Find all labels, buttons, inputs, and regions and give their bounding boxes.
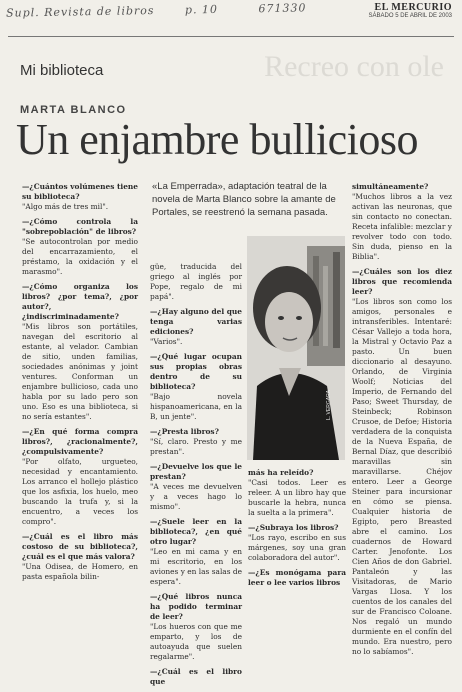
interview-question: —¿Devuelve los que le prestan? [150, 462, 242, 481]
interview-paragraph [150, 592, 242, 662]
interview-question: —¿Cuál es el libro que [150, 667, 242, 686]
section-label: Mi biblioteca [20, 62, 104, 79]
interview-answer: "Casi todos. Leer es releer. A un libro hay que buscarle la hebra, nunca la suelta a la primera". [248, 478, 346, 517]
interview-paragraph [352, 182, 452, 262]
interview-question: —¿Suele leer en la biblioteca?, ¿en qué otro lugar? [150, 517, 242, 546]
interview-question: —¿Qué libros nunca ha podido terminar de leer? [150, 592, 242, 621]
interview-question: —¿Cuál es el libro más costoso de su biblioteca?, ¿cuál es el que más valora? [22, 532, 138, 561]
interview-paragraph [150, 262, 242, 302]
interview-question: —¿Cuántos volúmenes tiene su biblioteca? [22, 182, 138, 201]
interview-answer: "Se autocontrolan por medio del encarrazamiento, el préstamo, la oxidación y el marasmo". [22, 237, 138, 276]
interview-answer: "Una Odisea, de Homero, en pasta española bilin- [22, 562, 138, 581]
interview-column-3 [248, 468, 346, 593]
interview-paragraph [150, 352, 242, 422]
interview-question: —¿Qué lugar ocupan sus propias obras dentro de su biblioteca? [150, 352, 242, 391]
interview-answer: güe, traducida del griego al inglés por Pope, regalo de mi papá". [150, 262, 242, 301]
newspaper-name: EL MERCURIO [374, 2, 452, 13]
interview-paragraph [352, 267, 452, 657]
section-divider [8, 36, 454, 37]
author-photo [247, 236, 345, 460]
interview-column-1 [22, 182, 138, 587]
interview-paragraph [150, 517, 242, 587]
interview-paragraph [150, 307, 242, 347]
interview-question: —¿Presta libros? [150, 427, 219, 436]
handwritten-note: Supl. Revista de libros [5, 4, 155, 20]
interview-answer: "Los hueros con que me emparto, y los de autoayuda que suelen regalarme". [150, 622, 242, 661]
masthead [369, 2, 452, 19]
interview-paragraph [248, 468, 346, 518]
handwritten-annotation [6, 1, 307, 19]
newspaper-date: SÁBADO 5 DE ABRIL DE 2003 [368, 13, 452, 19]
interview-paragraph [150, 427, 242, 457]
interview-answer: "Algo más de tres mil". [22, 202, 109, 211]
interview-answer: "Sí, claro. Presto y me prestan". [150, 437, 242, 456]
interview-question: —¿Subraya los libros? [248, 523, 339, 532]
article-author: MARTA BLANCO [20, 104, 127, 116]
interview-paragraph [22, 427, 138, 527]
interview-paragraph [150, 667, 242, 687]
interview-answer: "Mis libros son portátiles, navegan del escritorio al estante, al velador. Cambian de sitio, unden familias, sociedades anónimas y joint ventures. Conforman un enjambre bullicioso, cada uno habla por su lado pero son uno. Eso es una biblioteca, si no sería estantes". [22, 322, 138, 421]
interview-answer: "Leo en mi cama y en mi escritorio, en los aviones y en las salas de espera". [150, 547, 242, 586]
interview-question: más ha releído? [248, 468, 314, 477]
interview-question: —¿En qué forma compra libros?, ¿racionalmente?, ¿compulsivamente? [22, 427, 138, 456]
interview-paragraph [22, 532, 138, 582]
interview-answer: "Los rayo, escribo en sus márgenes, soy una gran colaboradora del autor". [248, 533, 346, 562]
interview-paragraph [248, 568, 346, 588]
interview-answer: "Bajo novela hispanoamericana, en la B, un jente". [150, 392, 242, 421]
interview-column-2 [150, 262, 242, 692]
interview-question: —¿Es monógama para leer o lee varios libros [248, 568, 346, 587]
interview-answer: "Los libros son como los amigos, personales e intransferibles. Intentaré: César Vallejo a toda hora, la Mistral y Octavio Paz a pasto. Un buen diccionario al desayuno. Orlando, de Virginia Woolf; Noticias del Imperio, de Fernando del Paso; Sweet Thursday, de Steinbeck; Robinson Crusoe, de Defoe; Historia verdadera de la conquista de la Nueva España, de Bernal Díaz, que describió maravillas sin maravillarse. Chéjov entero. Leer a George Steiner para incursionar en cómo se piensa. Cualquier historia de Egipto, pero Breasted abre el camino. Los cuadernos de Howard Carter. Jenofonte. Los Cien Años de don Gabriel. Pantaleón y las Visitadoras, de Mario Vargas Llosa. Y los cuentos de los canales del sur de Francisco Coloane. Nos regaló un mundo durmiente en el confín del mundo. Era nuestro, pero no lo sabíamos". [352, 297, 452, 656]
interview-answer: "Por olfato, urgueteo, necesidad y encantamiento. Los arranco el hollejo plástico que los asfixia, los huelo, meo buscando la trufa y, si la encuentro, a veces los compro". [22, 457, 138, 526]
photo-credit: L. VERGARA [326, 389, 332, 420]
author-portrait-illustration [247, 236, 345, 460]
interview-answer: "Varios". [150, 337, 183, 346]
interview-paragraph [22, 217, 138, 277]
interview-column-4 [352, 182, 452, 662]
section-background-text: Recreo con ole [264, 50, 444, 83]
article-title: Un enjambre bullicioso [16, 115, 419, 164]
interview-paragraph [22, 182, 138, 212]
article-lead: «La Emperrada», adaptación teatral de la novela de Marta Blanco sobre la amante de Portales, se reestrenó la semana pasada. [152, 181, 336, 218]
interview-answer: "Muchos libros a la vez activan las neuronas, que sin contacto no conectan. Receta infalible: mezclar y revolver todo con todo. Sin duda, pienso en la Biblia". [352, 192, 452, 261]
interview-paragraph [248, 523, 346, 563]
interview-paragraph [22, 282, 138, 422]
interview-question: —¿Cuáles son los diez libros que recomienda leer? [352, 267, 452, 296]
interview-question: —¿Hay alguno del que tenga varias ediciones? [150, 307, 242, 336]
interview-question: —¿Cómo controla la "sobrepoblación" de libros? [22, 217, 138, 236]
handwritten-code: 671330 [258, 1, 307, 16]
interview-question: —¿Cómo organiza los libros? ¿por tema?, ¿por autor?, ¿indiscriminadamente? [22, 282, 138, 321]
interview-answer: "A veces me devuelven y a veces hago lo mismo". [150, 482, 242, 511]
handwritten-page: p. 10 [184, 2, 219, 17]
interview-paragraph [150, 462, 242, 512]
section-header [0, 50, 462, 92]
interview-question: simultáneamente? [352, 182, 429, 191]
